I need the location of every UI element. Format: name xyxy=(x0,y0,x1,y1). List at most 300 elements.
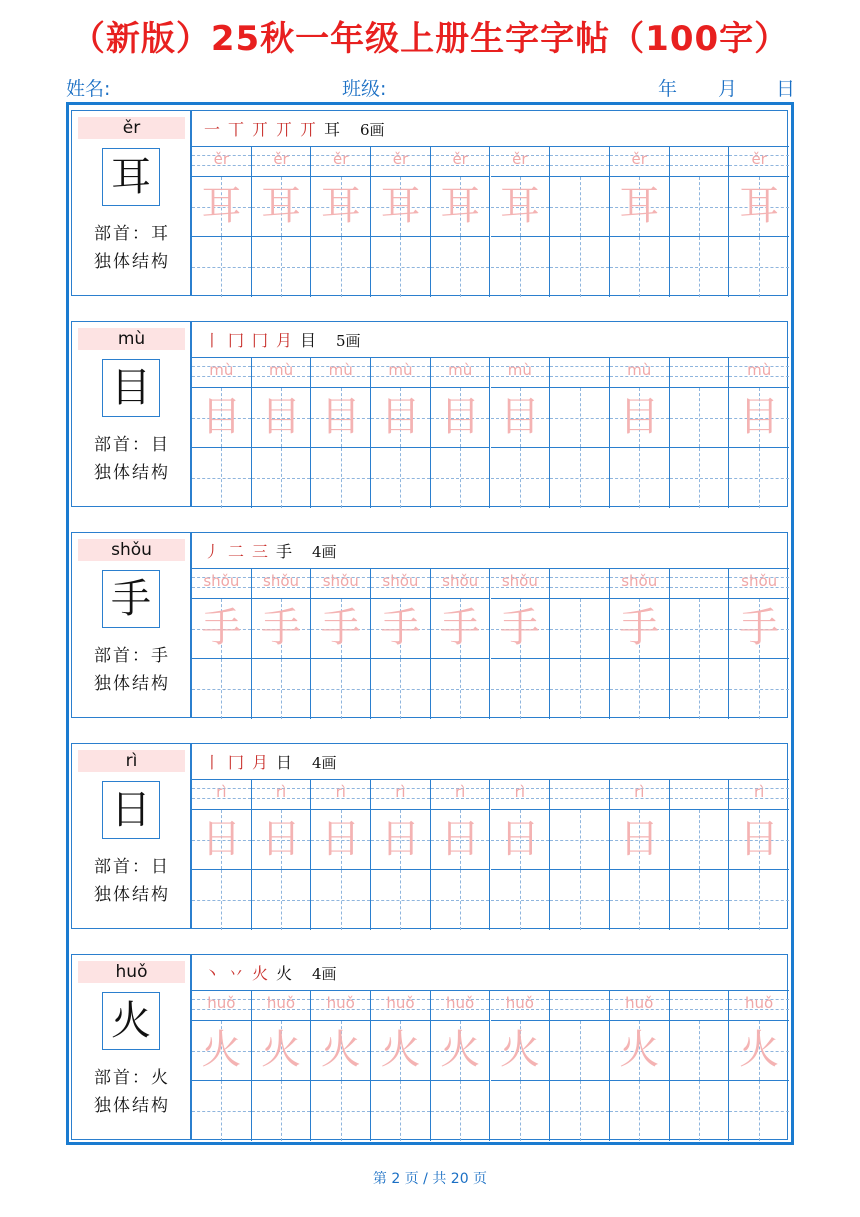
trace-pinyin: ěr xyxy=(333,150,349,168)
writing-cell[interactable] xyxy=(491,1021,551,1081)
trace-pinyin: rì xyxy=(454,783,466,801)
writing-cell[interactable] xyxy=(192,1081,252,1141)
practice-grid xyxy=(191,110,788,296)
writing-cell[interactable] xyxy=(610,448,670,508)
trace-pinyin: huǒ xyxy=(505,994,534,1012)
trace-pinyin: rì xyxy=(395,783,406,801)
writing-cell[interactable] xyxy=(252,599,312,659)
trace-pinyin: huǒ xyxy=(745,994,774,1012)
trace-pinyin: mù xyxy=(268,361,294,379)
pinyin-cell[interactable] xyxy=(252,569,312,599)
writing-cell[interactable] xyxy=(610,1081,670,1141)
year-label: 年 xyxy=(658,78,678,100)
writing-cell[interactable] xyxy=(670,448,730,508)
pinyin-cell[interactable] xyxy=(371,569,431,599)
trace-character: 火 xyxy=(201,1027,242,1073)
pinyin-cell[interactable] xyxy=(252,991,312,1021)
pinyin-cell[interactable] xyxy=(670,991,730,1021)
writing-cell[interactable] xyxy=(550,237,610,297)
trace-character: 手 xyxy=(320,605,361,651)
pinyin-cell[interactable] xyxy=(192,358,252,388)
structure-label: 独体结构 xyxy=(94,463,170,483)
trace-character: 目 xyxy=(261,394,302,440)
trace-character: 目 xyxy=(499,394,540,440)
trace-character: 火 xyxy=(440,1027,481,1073)
writing-cell[interactable] xyxy=(252,177,312,237)
trace-pinyin: rì xyxy=(335,783,346,801)
trace-character: 耳 xyxy=(619,183,660,229)
pinyin-cell[interactable] xyxy=(252,358,312,388)
trace-pinyin: mù xyxy=(388,361,413,379)
trace-pinyin: shǒu xyxy=(322,572,359,590)
trace-character: 火 xyxy=(739,1027,780,1073)
stroke-step: 丨 xyxy=(204,753,221,772)
trace-character: 日 xyxy=(739,816,780,862)
writing-cell[interactable] xyxy=(192,599,252,659)
class-label: 班级: xyxy=(342,78,387,100)
character-entry xyxy=(71,743,788,929)
trace-pinyin: huǒ xyxy=(446,994,475,1012)
trace-pinyin: mù xyxy=(328,361,353,379)
trace-character: 日 xyxy=(261,816,302,862)
writing-cell[interactable] xyxy=(371,1021,431,1081)
trace-pinyin: mù xyxy=(627,361,652,379)
pinyin-label: huǒ xyxy=(78,961,185,983)
writing-cell[interactable] xyxy=(311,810,371,870)
writing-cell[interactable] xyxy=(311,237,371,297)
writing-cell[interactable] xyxy=(192,237,252,297)
practice-grid xyxy=(191,954,788,1140)
writing-cell[interactable] xyxy=(431,448,491,508)
pinyin-cell[interactable] xyxy=(431,147,491,177)
page-title: （新版）25秋一年级上册生字字帖（100字） xyxy=(70,19,790,59)
pinyin-cell[interactable] xyxy=(550,358,610,388)
trace-pinyin: rì xyxy=(514,783,526,801)
practice-grid xyxy=(191,532,788,718)
writing-cell[interactable] xyxy=(311,1081,371,1141)
writing-cell[interactable] xyxy=(610,177,670,237)
stroke-step: 冂 xyxy=(252,331,269,350)
pinyin-cell[interactable] xyxy=(550,147,610,177)
trace-character: 手 xyxy=(380,605,421,651)
trace-character: 目 xyxy=(201,394,242,440)
pinyin-cell[interactable] xyxy=(670,147,730,177)
writing-cell[interactable] xyxy=(431,1021,491,1081)
writing-cell[interactable] xyxy=(252,448,312,508)
writing-cell[interactable] xyxy=(431,599,491,659)
writing-cell[interactable] xyxy=(670,599,730,659)
trace-character: 耳 xyxy=(440,183,481,229)
trace-pinyin: ěr xyxy=(452,150,468,168)
writing-cell[interactable] xyxy=(491,1081,551,1141)
writing-cell[interactable] xyxy=(431,388,491,448)
pinyin-cell[interactable] xyxy=(729,147,789,177)
writing-cell[interactable] xyxy=(550,177,610,237)
pinyin-label: shǒu xyxy=(78,539,185,561)
writing-cell[interactable] xyxy=(670,870,730,930)
stroke-step: 二 xyxy=(228,542,245,561)
pinyin-cell[interactable] xyxy=(550,569,610,599)
writing-cell[interactable] xyxy=(670,388,730,448)
writing-cell[interactable] xyxy=(550,810,610,870)
trace-character: 手 xyxy=(440,605,481,651)
pinyin-cell[interactable] xyxy=(729,780,789,810)
pinyin-cell[interactable] xyxy=(670,358,730,388)
trace-pinyin: rì xyxy=(634,783,645,801)
stroke-count: 4画 xyxy=(312,754,337,772)
stroke-count: 4画 xyxy=(312,543,337,561)
writing-cell[interactable] xyxy=(491,599,551,659)
stroke-step: 冂 xyxy=(228,753,245,772)
structure-label: 独体结构 xyxy=(94,885,170,905)
stroke-step: 丷 xyxy=(228,964,245,983)
pinyin-cell[interactable] xyxy=(491,358,551,388)
trace-pinyin: huǒ xyxy=(386,994,415,1012)
trace-character: 目 xyxy=(619,394,660,440)
trace-pinyin: huǒ xyxy=(207,994,236,1012)
stroke-step: 丌 xyxy=(252,120,269,139)
trace-character: 日 xyxy=(499,816,540,862)
trace-character: 日 xyxy=(320,816,361,862)
pinyin-cell[interactable] xyxy=(192,991,252,1021)
pinyin-cell[interactable] xyxy=(610,991,670,1021)
trace-character: 目 xyxy=(380,394,421,440)
name-label: 姓名: xyxy=(66,78,111,100)
radical-label: 部首：耳 xyxy=(94,224,170,244)
stroke-step: 月 xyxy=(252,753,269,772)
writing-cell[interactable] xyxy=(491,659,551,719)
writing-cell[interactable] xyxy=(491,388,551,448)
day-label: 日 xyxy=(776,78,796,100)
writing-cell[interactable] xyxy=(729,810,789,870)
trace-character: 手 xyxy=(201,605,242,651)
trace-character: 耳 xyxy=(261,183,302,229)
pinyin-cell[interactable] xyxy=(670,569,730,599)
writing-cell[interactable] xyxy=(729,1021,789,1081)
stroke-step: 丅 xyxy=(228,120,245,139)
stroke-step: 月 xyxy=(276,331,293,350)
pinyin-label: mù xyxy=(78,328,185,350)
pinyin-cell[interactable] xyxy=(371,991,431,1021)
stroke-order-row xyxy=(192,533,789,569)
writing-cell[interactable] xyxy=(491,237,551,297)
pinyin-cell[interactable] xyxy=(610,147,670,177)
stroke-step: 目 xyxy=(300,331,317,350)
writing-cell[interactable] xyxy=(610,659,670,719)
pinyin-cell[interactable] xyxy=(371,358,431,388)
pinyin-label: ěr xyxy=(78,117,185,139)
month-label: 月 xyxy=(718,78,738,100)
writing-cell[interactable] xyxy=(371,599,431,659)
trace-pinyin: shǒu xyxy=(263,572,300,590)
writing-cell[interactable] xyxy=(491,177,551,237)
pinyin-cell[interactable] xyxy=(192,569,252,599)
writing-cell[interactable] xyxy=(192,870,252,930)
writing-cell[interactable] xyxy=(550,1021,610,1081)
structure-label: 独体结构 xyxy=(94,1096,170,1116)
writing-cell[interactable] xyxy=(729,177,789,237)
writing-cell[interactable] xyxy=(371,659,431,719)
practice-grid xyxy=(191,743,788,929)
writing-cell[interactable] xyxy=(192,659,252,719)
trace-pinyin: huǒ xyxy=(266,994,296,1012)
writing-cell[interactable] xyxy=(311,870,371,930)
pinyin-cell[interactable] xyxy=(252,780,312,810)
trace-pinyin: ěr xyxy=(213,150,230,168)
writing-cell[interactable] xyxy=(670,810,730,870)
trace-pinyin: ěr xyxy=(273,150,289,168)
student-info-line xyxy=(66,74,794,100)
trace-pinyin: mù xyxy=(507,361,532,379)
character-info-panel xyxy=(71,321,191,507)
practice-grid xyxy=(191,321,788,507)
writing-cell[interactable] xyxy=(192,177,252,237)
character-entry xyxy=(71,321,788,507)
stroke-step: 火 xyxy=(252,964,269,983)
writing-cell[interactable] xyxy=(729,237,789,297)
trace-character: 耳 xyxy=(201,183,242,229)
writing-cell[interactable] xyxy=(252,1081,312,1141)
trace-pinyin: shǒu xyxy=(442,572,479,590)
writing-cell[interactable] xyxy=(192,1021,252,1081)
model-character: 火 xyxy=(102,992,160,1050)
pinyin-cell[interactable] xyxy=(491,780,551,810)
writing-cell[interactable] xyxy=(371,388,431,448)
writing-cell[interactable] xyxy=(431,1081,491,1141)
writing-cell[interactable] xyxy=(371,177,431,237)
trace-pinyin: ěr xyxy=(631,150,647,168)
pinyin-cell[interactable] xyxy=(729,991,789,1021)
radical-label: 部首：手 xyxy=(94,646,170,666)
character-entry xyxy=(71,110,788,296)
trace-character: 手 xyxy=(739,605,780,651)
trace-character: 日 xyxy=(440,816,481,862)
trace-pinyin: huǒ xyxy=(625,994,654,1012)
writing-cell[interactable] xyxy=(729,870,789,930)
writing-cell[interactable] xyxy=(252,1021,312,1081)
writing-cell[interactable] xyxy=(311,659,371,719)
radical-label: 部首：目 xyxy=(94,435,170,455)
trace-character: 耳 xyxy=(320,183,361,229)
character-info-panel xyxy=(71,532,191,718)
character-entry xyxy=(71,954,788,1140)
writing-cell[interactable] xyxy=(311,388,371,448)
trace-pinyin: shǒu xyxy=(741,572,778,590)
pinyin-cell[interactable] xyxy=(670,780,730,810)
pinyin-cell[interactable] xyxy=(491,991,551,1021)
model-character: 日 xyxy=(102,781,160,839)
pinyin-cell[interactable] xyxy=(431,569,491,599)
writing-cell[interactable] xyxy=(431,870,491,930)
writing-cell[interactable] xyxy=(610,870,670,930)
stroke-step: 一 xyxy=(204,120,221,139)
writing-cell[interactable] xyxy=(729,1081,789,1141)
pinyin-cell[interactable] xyxy=(610,358,670,388)
writing-cell[interactable] xyxy=(311,448,371,508)
writing-cell[interactable] xyxy=(252,659,312,719)
trace-pinyin: rì xyxy=(216,783,227,801)
character-entry xyxy=(71,532,788,718)
pinyin-cell[interactable] xyxy=(311,358,371,388)
writing-cell[interactable] xyxy=(550,870,610,930)
trace-pinyin: shǒu xyxy=(382,572,419,590)
writing-cell[interactable] xyxy=(729,599,789,659)
writing-cell[interactable] xyxy=(371,237,431,297)
trace-pinyin: mù xyxy=(209,361,234,379)
writing-cell[interactable] xyxy=(670,1081,730,1141)
character-info-panel xyxy=(71,954,191,1140)
trace-character: 日 xyxy=(380,816,421,862)
writing-cell[interactable] xyxy=(252,237,312,297)
writing-cell[interactable] xyxy=(610,1021,670,1081)
writing-cell[interactable] xyxy=(371,1081,431,1141)
stroke-count: 6画 xyxy=(360,121,385,139)
stroke-order-row xyxy=(192,111,789,147)
writing-cell[interactable] xyxy=(192,810,252,870)
trace-pinyin: shǒu xyxy=(501,572,538,590)
pinyin-cell[interactable] xyxy=(311,780,371,810)
stroke-step: 冂 xyxy=(228,331,245,350)
writing-cell[interactable] xyxy=(610,388,670,448)
pinyin-label: rì xyxy=(78,750,185,772)
trace-character: 火 xyxy=(499,1027,540,1073)
pinyin-cell[interactable] xyxy=(550,991,610,1021)
pinyin-cell[interactable] xyxy=(192,147,252,177)
pinyin-cell[interactable] xyxy=(311,147,371,177)
writing-cell[interactable] xyxy=(550,1081,610,1141)
trace-pinyin: shǒu xyxy=(203,572,240,590)
writing-cell[interactable] xyxy=(252,870,312,930)
writing-cell[interactable] xyxy=(491,448,551,508)
writing-cell[interactable] xyxy=(729,659,789,719)
character-info-panel xyxy=(71,743,191,929)
pinyin-cell[interactable] xyxy=(431,991,491,1021)
writing-cell[interactable] xyxy=(311,599,371,659)
writing-cell[interactable] xyxy=(252,388,312,448)
pinyin-cell[interactable] xyxy=(610,780,670,810)
writing-cell[interactable] xyxy=(431,177,491,237)
writing-cell[interactable] xyxy=(729,448,789,508)
trace-character: 日 xyxy=(201,816,242,862)
writing-cell[interactable] xyxy=(192,388,252,448)
page-number: 第 2 页 / 共 20 页 xyxy=(372,1171,488,1187)
writing-cell[interactable] xyxy=(371,810,431,870)
trace-pinyin: ěr xyxy=(751,150,767,168)
stroke-order-row xyxy=(192,744,789,780)
stroke-count: 5画 xyxy=(336,332,361,350)
writing-cell[interactable] xyxy=(670,659,730,719)
writing-cell[interactable] xyxy=(192,448,252,508)
stroke-step: 日 xyxy=(276,753,293,772)
trace-pinyin: huǒ xyxy=(326,994,355,1012)
trace-pinyin: rì xyxy=(753,783,765,801)
trace-character: 手 xyxy=(261,605,302,651)
writing-cell[interactable] xyxy=(729,388,789,448)
pinyin-cell[interactable] xyxy=(192,780,252,810)
stroke-step: 丌 xyxy=(300,120,317,139)
pinyin-cell[interactable] xyxy=(431,780,491,810)
pinyin-cell[interactable] xyxy=(491,147,551,177)
writing-cell[interactable] xyxy=(550,599,610,659)
writing-cell[interactable] xyxy=(431,810,491,870)
stroke-step: 耳 xyxy=(324,120,341,139)
pinyin-cell[interactable] xyxy=(311,569,371,599)
stroke-step: 火 xyxy=(276,964,293,983)
writing-cell[interactable] xyxy=(550,388,610,448)
pinyin-cell[interactable] xyxy=(252,147,312,177)
writing-cell[interactable] xyxy=(610,237,670,297)
radical-label: 部首：日 xyxy=(94,857,170,877)
writing-cell[interactable] xyxy=(431,237,491,297)
pinyin-cell[interactable] xyxy=(729,358,789,388)
trace-character: 火 xyxy=(380,1027,421,1073)
writing-cell[interactable] xyxy=(431,659,491,719)
trace-pinyin: mù xyxy=(448,361,473,379)
trace-pinyin: mù xyxy=(747,361,772,379)
writing-cell[interactable] xyxy=(550,448,610,508)
trace-character: 耳 xyxy=(499,183,540,229)
trace-character: 目 xyxy=(440,394,481,440)
stroke-order-row xyxy=(192,322,789,358)
radical-label: 部首：火 xyxy=(94,1068,170,1088)
trace-character: 目 xyxy=(739,394,780,440)
stroke-order-row xyxy=(192,955,789,991)
pinyin-cell[interactable] xyxy=(610,569,670,599)
stroke-count: 4画 xyxy=(312,965,337,983)
pinyin-cell[interactable] xyxy=(371,147,431,177)
trace-character: 手 xyxy=(499,605,540,651)
trace-character: 手 xyxy=(619,605,660,651)
writing-cell[interactable] xyxy=(491,810,551,870)
trace-character: 目 xyxy=(320,394,361,440)
structure-label: 独体结构 xyxy=(94,252,170,272)
writing-cell[interactable] xyxy=(670,1021,730,1081)
writing-cell[interactable] xyxy=(610,810,670,870)
trace-pinyin: shǒu xyxy=(621,572,658,590)
writing-cell[interactable] xyxy=(550,659,610,719)
writing-cell[interactable] xyxy=(252,810,312,870)
trace-pinyin: ěr xyxy=(512,150,528,168)
writing-cell[interactable] xyxy=(610,599,670,659)
model-character: 耳 xyxy=(102,148,160,206)
structure-label: 独体结构 xyxy=(94,674,170,694)
writing-cell[interactable] xyxy=(670,237,730,297)
trace-character: 耳 xyxy=(380,183,421,229)
pinyin-cell[interactable] xyxy=(431,358,491,388)
pinyin-cell[interactable] xyxy=(311,991,371,1021)
pinyin-cell[interactable] xyxy=(729,569,789,599)
pinyin-cell[interactable] xyxy=(371,780,431,810)
writing-cell[interactable] xyxy=(311,177,371,237)
trace-character: 火 xyxy=(320,1027,361,1073)
stroke-step: 丌 xyxy=(276,120,293,139)
writing-cell[interactable] xyxy=(311,1021,371,1081)
pinyin-cell[interactable] xyxy=(491,569,551,599)
pinyin-cell[interactable] xyxy=(550,780,610,810)
stroke-step: 丶 xyxy=(204,964,221,983)
writing-cell[interactable] xyxy=(371,448,431,508)
writing-cell[interactable] xyxy=(491,870,551,930)
trace-pinyin: rì xyxy=(275,783,287,801)
model-character: 手 xyxy=(102,570,160,628)
character-info-panel xyxy=(71,110,191,296)
model-character: 目 xyxy=(102,359,160,417)
writing-cell[interactable] xyxy=(670,177,730,237)
writing-cell[interactable] xyxy=(371,870,431,930)
trace-character: 火 xyxy=(619,1027,660,1073)
trace-character: 耳 xyxy=(739,183,780,229)
stroke-step: 三 xyxy=(252,542,269,561)
